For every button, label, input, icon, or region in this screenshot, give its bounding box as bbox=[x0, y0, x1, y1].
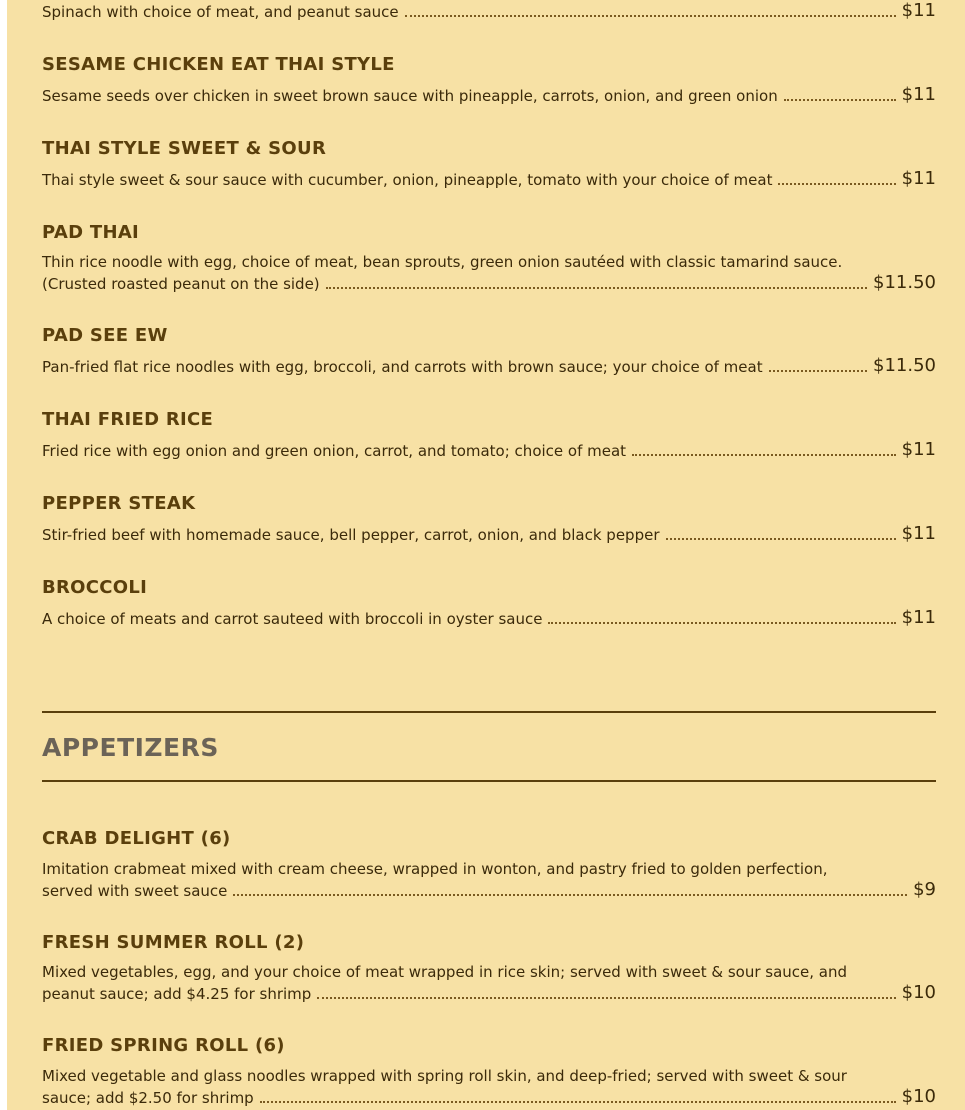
menu-item bbox=[42, 54, 936, 106]
dot-leader bbox=[405, 14, 896, 17]
dot-leader bbox=[317, 996, 895, 999]
dot-leader bbox=[666, 537, 896, 540]
menu-item-price: $11.50 bbox=[873, 355, 936, 376]
menu-item-price: $11 bbox=[901, 168, 936, 189]
dot-leader bbox=[769, 369, 867, 372]
menu-item-row bbox=[42, 523, 936, 545]
menu-item-title: PAD SEE EW bbox=[42, 325, 168, 346]
menu-item-body bbox=[42, 859, 936, 901]
menu-item-description: Fried rice with egg onion and green onion, carrot, and tomato; choice of meat bbox=[42, 442, 627, 460]
menu-item-row bbox=[42, 0, 936, 22]
menu-item-description: Stir-fried beef with homemade sauce, bell pepper, carrot, onion, and black pepper bbox=[42, 526, 660, 544]
menu-item-row bbox=[42, 272, 936, 294]
menu-panel bbox=[7, 0, 965, 1110]
dot-leader bbox=[260, 1100, 896, 1103]
menu-item-price: $10 bbox=[901, 1086, 936, 1107]
menu-item-description-line: Imitation crabmeat mixed with cream cheese, wrapped in wonton, and pastry fried to golden perfection, bbox=[42, 860, 828, 878]
menu-item bbox=[42, 932, 936, 1004]
menu-item-description-line: Thin rice noodle with egg, choice of meat, bean sprouts, green onion sautéed with classic tamarind sauce. bbox=[42, 253, 843, 271]
menu-item-description-line: peanut sauce; add $4.25 for shrimp bbox=[42, 985, 312, 1003]
menu-item-description: A choice of meats and carrot sauteed with broccoli in oyster sauce bbox=[42, 610, 543, 628]
menu-item bbox=[42, 828, 936, 901]
menu-item-row bbox=[42, 439, 936, 461]
menu-item-description: Sesame seeds over chicken in sweet brown sauce with pineapple, carrots, onion, and green onion bbox=[42, 87, 778, 105]
menu-item-description: Thai style sweet & sour sauce with cucumber, onion, pineapple, tomato with your choice of meat bbox=[42, 171, 773, 189]
menu-item-row bbox=[42, 1086, 936, 1108]
menu-item-title: SESAME CHICKEN EAT THAI STYLE bbox=[42, 54, 395, 75]
menu-item bbox=[42, 577, 936, 629]
menu-item-body bbox=[42, 252, 936, 294]
menu-item-row bbox=[42, 607, 936, 629]
menu-item bbox=[42, 493, 936, 545]
menu-item-title: PEPPER STEAK bbox=[42, 493, 196, 514]
menu-item-row bbox=[42, 168, 936, 190]
menu-item-row bbox=[42, 355, 936, 377]
menu-item-price: $10 bbox=[901, 982, 936, 1003]
menu-item bbox=[42, 1035, 936, 1108]
menu-item bbox=[42, 0, 936, 22]
section-divider-top bbox=[42, 711, 936, 713]
section-divider-bottom bbox=[42, 780, 936, 782]
menu-item-title: THAI STYLE SWEET & SOUR bbox=[42, 138, 327, 159]
dot-leader bbox=[784, 98, 896, 101]
menu-item-description-line: sauce; add $2.50 for shrimp bbox=[42, 1089, 254, 1107]
menu-item-title: FRIED SPRING ROLL (6) bbox=[42, 1035, 285, 1056]
menu-item-title: CRAB DELIGHT (6) bbox=[42, 828, 231, 849]
dot-leader bbox=[548, 621, 895, 624]
menu-item-price: $11 bbox=[901, 607, 936, 628]
menu-item-description-line: served with sweet sauce bbox=[42, 882, 228, 900]
menu-item bbox=[42, 222, 936, 294]
menu-item-price: $11 bbox=[901, 523, 936, 544]
menu-item-title: BROCCOLI bbox=[42, 577, 148, 598]
menu-item bbox=[42, 325, 936, 377]
menu-item-title: FRESH SUMMER ROLL (2) bbox=[42, 932, 305, 953]
menu-item bbox=[42, 409, 936, 461]
menu-item-price: $11 bbox=[901, 0, 936, 21]
menu-item-row bbox=[42, 84, 936, 106]
menu-item-description-line: Mixed vegetables, egg, and your choice of meat wrapped in rice skin; served with sweet & sour sauce, and bbox=[42, 963, 848, 981]
section-title: APPETIZERS bbox=[42, 733, 219, 762]
dot-leader bbox=[778, 182, 895, 185]
menu-item-description-line: Mixed vegetable and glass noodles wrapped with spring roll skin, and deep-fried; served with sweet & sour bbox=[42, 1067, 847, 1085]
menu-item-description-line: (Crusted roasted peanut on the side) bbox=[42, 275, 320, 293]
menu-item bbox=[42, 138, 936, 190]
menu-item-price: $11.50 bbox=[873, 272, 936, 293]
menu-item-body bbox=[42, 1066, 936, 1108]
menu-item-row bbox=[42, 982, 936, 1004]
menu-item-price: $11 bbox=[901, 439, 936, 460]
menu-item-price: $9 bbox=[913, 879, 936, 900]
menu-item-row bbox=[42, 879, 936, 901]
menu-item-price: $11 bbox=[901, 84, 936, 105]
menu-item-description: Spinach with choice of meat, and peanut sauce bbox=[42, 3, 399, 21]
dot-leader bbox=[326, 286, 867, 289]
menu-item-body bbox=[42, 962, 936, 1004]
dot-leader bbox=[233, 893, 907, 896]
menu-item-description: Pan-fried flat rice noodles with egg, broccoli, and carrots with brown sauce; your choice of meat bbox=[42, 358, 763, 376]
menu-item-title: THAI FRIED RICE bbox=[42, 409, 214, 430]
dot-leader bbox=[632, 453, 896, 456]
menu-item-title: PAD THAI bbox=[42, 222, 140, 243]
